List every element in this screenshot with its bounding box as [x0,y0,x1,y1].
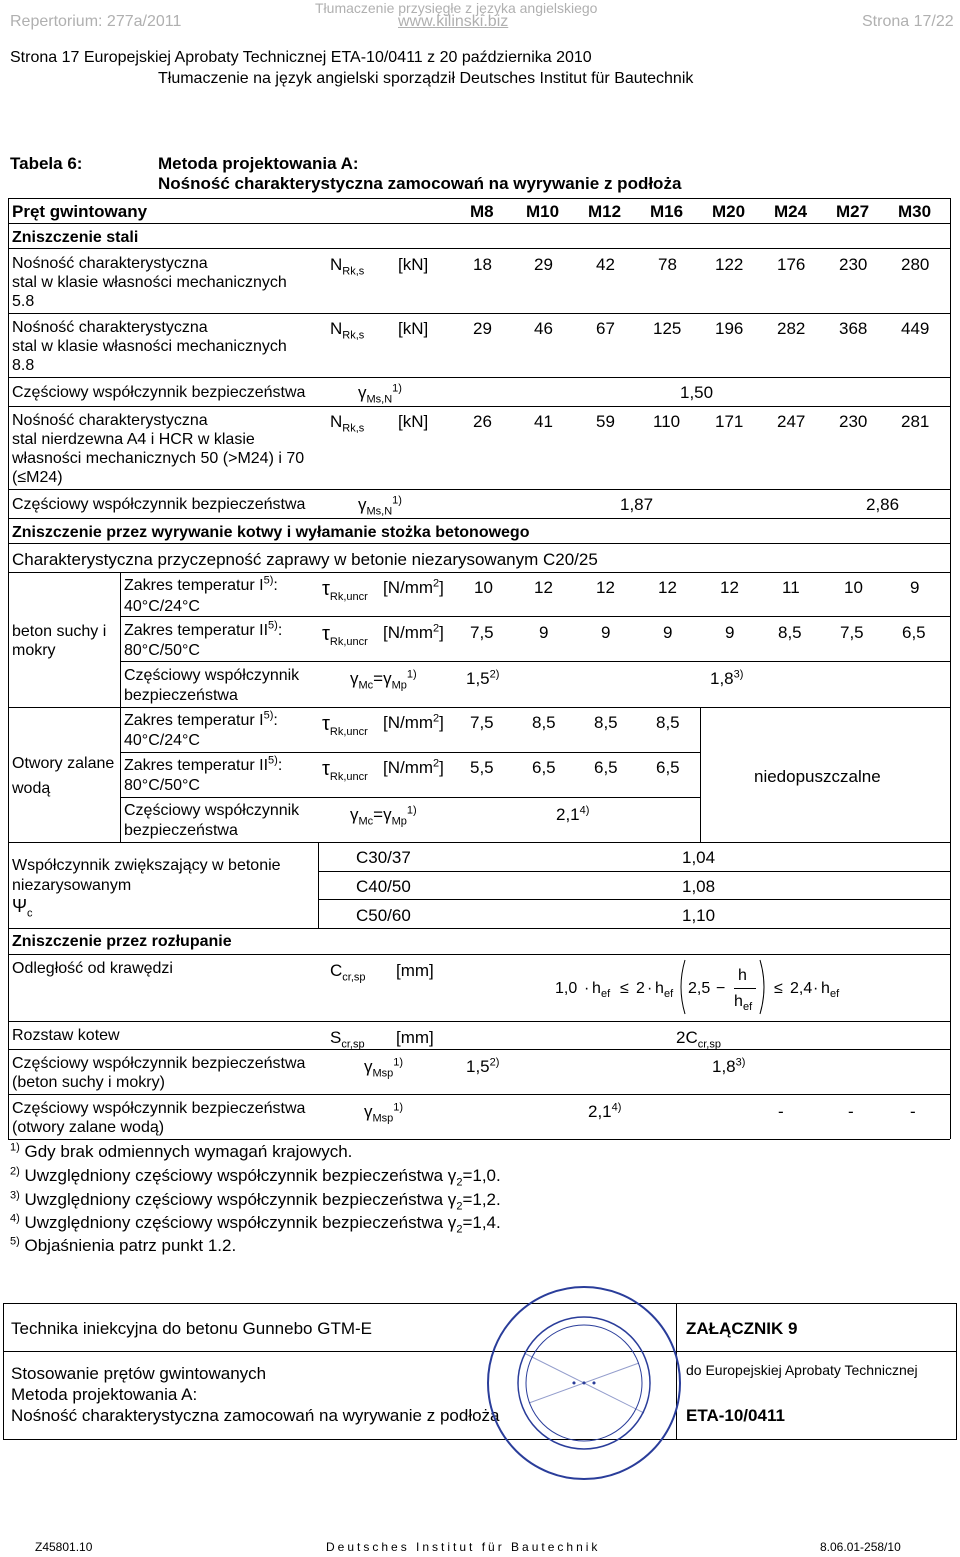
dry-tii-value: 8,5 [778,623,802,642]
r58-value: 29 [534,255,553,274]
annex-product: Technika iniekcyjna do betonu Gunnebo GTM-E [11,1319,372,1338]
size-m16: M16 [650,202,684,221]
annex-desc-1: Stosowanie prętów gwintowanych [11,1364,267,1383]
r88-value: 368 [839,319,868,338]
wet-label-2: wodą [12,780,51,797]
r58-value: 78 [658,255,677,274]
gms2-value-1: 1,87 [620,495,654,514]
dry-ti-value: 9 [910,578,920,597]
r58-label-2: stal w klasie własności mechanicznych [12,274,287,291]
dry-tii-value: 9 [725,623,735,642]
size-m20: M20 [712,202,746,221]
dry-ti-value: 10 [474,578,493,597]
dry-tii-value: 6,5 [902,623,926,642]
gms2-value-2: 2,86 [866,495,900,514]
spacing-symbol: $S_{cr,sp}$ [330,1028,365,1051]
ss-value: 281 [901,412,930,431]
dry-tii-value: 7,5 [840,623,864,642]
gmsp1-label-2: (beton suchy i mokry) [12,1074,165,1091]
ss-value: 247 [777,412,806,431]
r58-symbol: $N_{Rk,s}$ [330,255,365,278]
size-m27: M27 [836,202,870,221]
spacing-value: $2C_{cr,sp}$ [676,1028,721,1051]
translator-website-link[interactable]: www.kilinski.biz [398,13,509,30]
wet-gamma-label-1: Częściowy współczynnik [124,802,300,819]
dry-ti-value: 11 [782,578,800,597]
formula-2-4: 2,4 [790,980,813,997]
gmsp2-dash: - [910,1102,916,1121]
size-m12: M12 [588,202,622,221]
ss-value: 59 [596,412,615,431]
gms2-symbol: $\gamma_{Ms,N}^{1)}$ [358,494,402,518]
formula-dot: · [813,980,819,997]
page-subtitle: Tłumaczenie na język angielski sporządził Deutsches Institut für Bautechnik [158,70,694,87]
formula-paren-right [758,958,770,1016]
ss-value: 26 [473,412,492,431]
r58-value: 18 [473,255,492,274]
ss-label-3: własności mechanicznych 50 (>M24) i 70 [12,450,305,467]
wet-tii-unit: $[N/mm^2]$ [383,757,444,777]
wet-ti-symbol: $\tau_{Rk,uncr}$ [322,713,368,738]
r88-label-1: Nośność charakterystyczna [12,319,208,336]
gms1-symbol: $\gamma_{Ms,N}^{1)}$ [358,382,402,406]
dry-tii-value: 7,5 [470,623,494,642]
psi-class-2: C40/50 [356,877,411,896]
formula-le-1: ≤ [620,980,629,997]
wet-ti-value: 8,5 [532,713,556,732]
wet-gamma-label-2: bezpieczeństwa [124,822,238,839]
wet-tii-value: 6,5 [532,758,556,777]
dry-ti-symbol: $\tau_{Rk,uncr}$ [322,578,368,603]
dry-label-1: beton suchy i [12,623,107,640]
size-m24: M24 [774,202,808,221]
r88-label-3: 8.8 [12,357,35,374]
r88-unit: [kN] [398,319,429,338]
gmsp2-label-2: (otwory zalane wodą) [12,1119,165,1136]
dry-ti-label-1: Zakres temperatur $I^{5)}$: [124,574,278,594]
ss-value: 171 [715,412,744,431]
psi-class-1: C30/37 [356,848,411,867]
formula-h: h [592,980,601,997]
edge-symbol: $C_{cr,sp}$ [330,961,366,984]
size-m8: M8 [470,202,494,221]
translator-seal-stamp [484,1283,684,1483]
psi-class-3: C50/60 [356,906,411,925]
annex-desc-2: Metoda projektowania A: [11,1385,198,1404]
page-title: Strona 17 Europejskiej Aprobaty Technicznej ETA-10/0411 z 20 października 2010 [10,49,592,66]
formula-dot: · [584,980,590,997]
r88-symbol: $N_{Rk,s}$ [330,319,365,342]
dry-tii-label-1: Zakres temperatur II$^{5)}$: [124,619,283,639]
dry-ti-label-2: 40°C/24°C [124,598,200,615]
edge-unit: [mm] [396,961,434,980]
gmsp2-label-1: Częściowy współczynnik bezpieczeństwa [12,1100,306,1117]
section-pullout: Zniszczenie przez wyrywanie kotwy i wyłamanie stożka betonowego [12,524,530,541]
dry-tii-value: 9 [539,623,549,642]
page-number: Strona 17/22 [862,13,954,30]
annex-subtitle: do Europejskiej Aprobaty Technicznej [686,1362,918,1378]
wet-ti-value: 8,5 [656,713,680,732]
formula-paren-left [675,958,687,1016]
dry-ti-unit: $[N/mm^2]$ [383,577,444,597]
footer-institute: Deutsches Institut für Bautechnik [326,1540,601,1554]
r58-unit: [kN] [398,255,429,274]
footnote-1: $^{1)}$ Gdy brak odmiennych wymagań krajowych. [10,1141,353,1161]
wet-tii-value: 5,5 [470,758,494,777]
bond-strength-heading: Charakterystyczna przyczepność zaprawy w betonie niezarysowanym C20/25 [12,550,598,569]
formula-2: 2 [636,980,645,997]
formula-1-0: 1,0 [555,980,578,997]
psi-value-1: 1,04 [682,848,716,867]
gmsp1-value-2: 1,8$^{3)}$ [712,1056,746,1076]
dry-ti-value: 12 [658,578,677,597]
ss-label-4: (≤M24) [12,469,63,486]
psi-label-1: Współczynnik zwiększający w betonie [12,857,281,874]
gmsp2-dash: - [848,1102,854,1121]
wet-tii-label-1: Zakres temperatur II$^{5)}$: [124,754,283,774]
formula-ef: ef [664,988,674,1000]
gmsp2-symbol: $\gamma_{Msp}^{1)}$ [364,1101,404,1125]
annex-desc-3: Nośność charakterystyczna zamocowań na wyrywanie z podłoża [11,1406,500,1425]
r58-value: 230 [839,255,868,274]
dry-label-2: mokry [12,642,56,659]
footnote-4: $^{4)}$ Uwzględniony częściowy współczynnik bezpieczeństwa $\gamma_2=1,4$. [10,1212,501,1236]
formula-minus: − [716,980,726,997]
rod-label: Pręt gwintowany [12,202,148,221]
size-m30: M30 [898,202,932,221]
ss-label-2: stal nierdzewna A4 i HCR w klasie [12,431,255,448]
ss-label-1: Nośność charakterystyczna [12,412,208,429]
formula-2-5: 2,5 [688,980,711,997]
table-title-2: Nośność charakterystyczna zamocowań na wyrywanie z podłoża [158,174,682,193]
gmsp2-value: 2,1$^{4)}$ [588,1101,622,1121]
not-permitted-label: niedopuszczalne [754,767,881,786]
r58-value: 176 [777,255,806,274]
translator-note: Tłumaczenie przysięgłe z języka angielskiego [315,0,598,16]
table-label: Tabela 6: [10,154,83,173]
psi-value-2: 1,08 [682,877,716,896]
dry-ti-value: 12 [596,578,615,597]
r88-value: 196 [715,319,744,338]
formula-h-num: h [738,967,747,984]
section-splitting: Zniszczenie przez rozłupanie [12,933,232,950]
dry-tii-unit: $[N/mm^2]$ [383,622,444,642]
wet-tii-label-2: 80°C/50°C [124,777,200,794]
footer-ref-number: 8.06.01-258/10 [820,1540,901,1554]
r88-value: 449 [901,319,930,338]
dry-tii-label-2: 80°C/50°C [124,642,200,659]
section-steel-failure: Zniszczenie stali [12,229,139,246]
wet-label-1: Otwory zalane [12,755,115,772]
wet-gamma-symbol: $\gamma_{Mc}=\gamma_{Mp}^{1)}$ [350,804,417,828]
formula-le-2: ≤ [774,980,783,997]
r58-value: 42 [596,255,615,274]
r88-value: 29 [473,319,492,338]
gms2-label: Częściowy współczynnik bezpieczeństwa [12,496,306,513]
gms1-label: Częściowy współczynnik bezpieczeństwa [12,384,306,401]
r88-value: 125 [653,319,682,338]
r88-value: 67 [596,319,615,338]
wet-ti-label-2: 40°C/24°C [124,732,200,749]
wet-tii-symbol: $\tau_{Rk,uncr}$ [322,758,368,783]
formula-ef: ef [601,988,611,1000]
dry-gamma-value-2: 1,8$^{3)}$ [710,668,744,688]
table-title-1: Metoda projektowania A: [158,154,359,173]
footer-doc-number: Z45801.10 [35,1540,93,1554]
dry-tii-value: 9 [601,623,611,642]
footnote-3: $^{3)}$ Uwzględniony częściowy współczynnik bezpieczeństwa $\gamma_2=1,2$. [10,1189,501,1213]
wet-ti-unit: $[N/mm^2]$ [383,712,444,732]
formula-h: h [655,980,664,997]
wet-ti-value: 7,5 [470,713,494,732]
gmsp1-symbol: $\gamma_{Msp}^{1)}$ [364,1056,404,1080]
psi-label-2: niezarysowanym [12,877,132,894]
ss-value: 230 [839,412,868,431]
wet-gamma-value: 2,1$^{4)}$ [556,804,590,824]
formula-h-den: h [734,993,743,1010]
gmsp2-dash: - [778,1102,784,1121]
r58-label-1: Nośność charakterystyczna [12,255,208,272]
footnote-5: $^{5)}$ Objaśnienia patrz punkt 1.2. [10,1235,237,1255]
svg-text:• • •: • • • [570,1377,598,1390]
edge-label: Odległość od krawędzi [12,960,173,977]
gmsp1-value-1: 1,5$^{2)}$ [466,1056,500,1076]
formula-h: h [821,980,830,997]
dry-gamma-symbol: $\gamma_{Mc}=\gamma_{Mp}^{1)}$ [350,668,417,692]
formula-ef: ef [830,988,840,1000]
dry-tii-value: 9 [663,623,673,642]
wet-ti-value: 8,5 [594,713,618,732]
r58-label-3: 5.8 [12,293,35,310]
psi-value-3: 1,10 [682,906,716,925]
dry-gamma-value-1: 1,5$^{2)}$ [466,668,500,688]
dry-gamma-label-2: bezpieczeństwa [124,687,238,704]
formula-ef: ef [743,1001,753,1013]
spacing-label: Rozstaw kotew [12,1027,120,1044]
formula-fraction-bar [734,988,756,989]
ss-value: 110 [653,412,681,431]
r88-label-2: stal w klasie własności mechanicznych [12,338,287,355]
dry-gamma-label-1: Częściowy współczynnik [124,667,300,684]
size-m10: M10 [526,202,560,221]
gmsp1-label-1: Częściowy współczynnik bezpieczeństwa [12,1055,306,1072]
r58-value: 280 [901,255,930,274]
annex-eta-number: ETA-10/0411 [686,1406,785,1425]
gms1-value: 1,50 [680,383,714,402]
dry-ti-value: 12 [534,578,553,597]
ss-unit: [kN] [398,412,429,431]
ss-symbol: $N_{Rk,s}$ [330,412,365,435]
annex-title: ZAŁĄCZNIK 9 [686,1319,798,1338]
psi-symbol: $\Psi_c$ [12,896,33,920]
dry-ti-value: 12 [720,578,739,597]
r88-value: 282 [777,319,806,338]
wet-ti-label-1: Zakres temperatur $I^{5)}$: [124,709,278,729]
formula-dot: · [647,980,653,997]
r88-value: 46 [534,319,553,338]
footnote-2: $^{2)}$ Uwzględniony częściowy współczynnik bezpieczeństwa $\gamma_2=1,0$. [10,1165,501,1189]
r58-value: 122 [715,255,744,274]
dry-ti-value: 10 [844,578,863,597]
wet-tii-value: 6,5 [656,758,680,777]
repertorium: Repertorium: 277a/2011 [10,13,182,30]
spacing-unit: [mm] [396,1028,434,1047]
wet-tii-value: 6,5 [594,758,618,777]
ss-value: 41 [534,412,553,431]
dry-tii-symbol: $\tau_{Rk,uncr}$ [322,623,368,648]
